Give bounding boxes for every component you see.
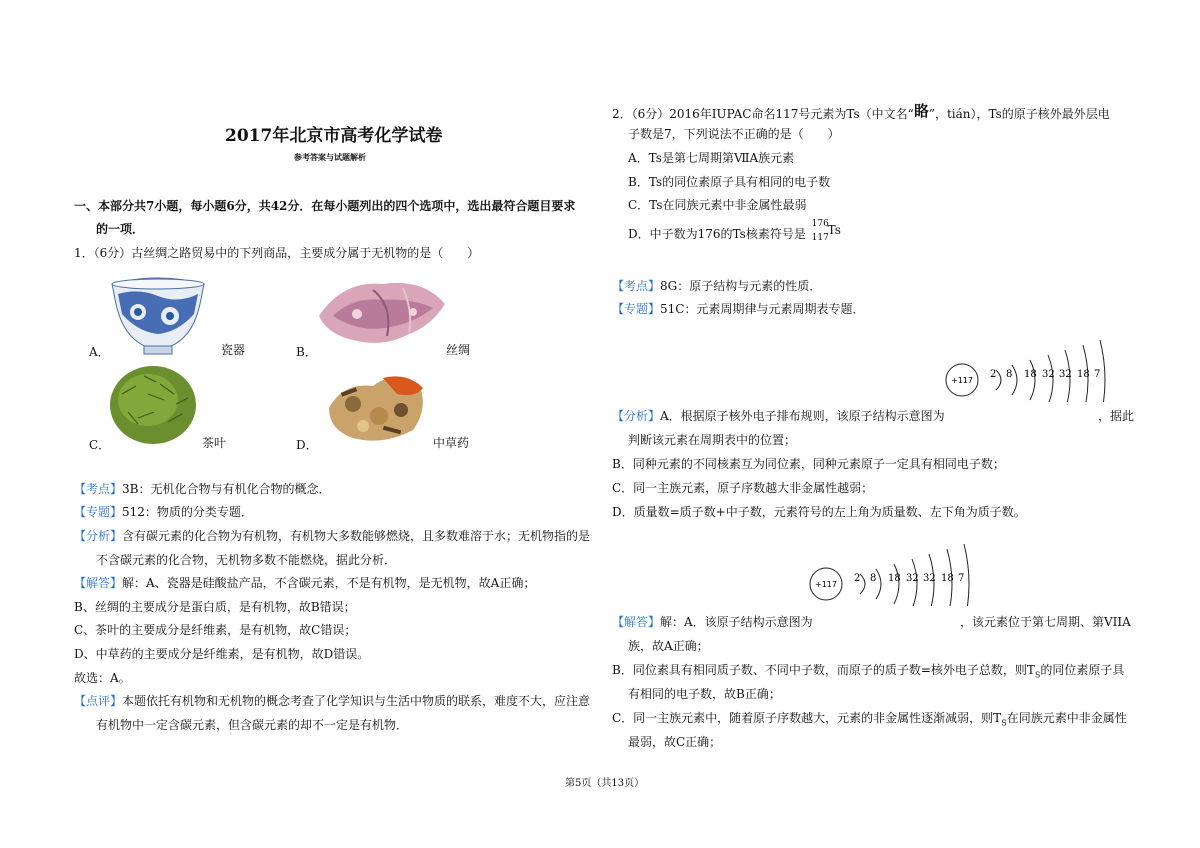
electron-shell-arc xyxy=(876,569,881,599)
question-2-line1 xyxy=(612,103,1110,122)
jieda-1-b: B、丝绸的主要成分是蛋白质，是有机物，故B错误； xyxy=(74,600,356,614)
q2-option-d xyxy=(628,219,844,243)
electron-shell-arc xyxy=(860,574,865,594)
fenxi-2-c: C．同一主族元素，原子序数越大非金属性越弱； xyxy=(612,481,874,495)
element-name-glyph: 䀩 xyxy=(913,102,929,120)
fenxi-1-line2: 不含碳元素的化合物，无机物多数不能燃烧，据此分析． xyxy=(96,553,397,567)
page-footer: 第5页（共13页） xyxy=(565,778,645,789)
fenxi-text-1: 含有碳元素的化合物为有机物，有机物大多数能够燃烧，且多数难溶于水；无机物指的是 xyxy=(122,529,591,543)
fenxi-2-b: B．同种元素的不同核素互为同位素，同种元素原子一定具有相同电子数； xyxy=(612,457,1005,471)
jieda-tag-1: 【解答】 xyxy=(74,576,123,590)
shell-electron-counts-2 xyxy=(854,573,964,584)
shell-electron-count: 8 xyxy=(1006,369,1013,380)
jieda-2-b-line1 xyxy=(612,662,1124,683)
electron-shell-arc xyxy=(894,564,899,604)
shell-electron-count: 32 xyxy=(906,573,919,584)
fenxi-1-line1 xyxy=(74,528,590,544)
shell-electron-count: 32 xyxy=(1042,369,1055,380)
q2-option-c: C．Ts在同族元素中非金属性最弱 xyxy=(628,198,807,212)
nuclide-element: Ts xyxy=(827,223,841,237)
q2-option-d-text: D．中子数为176的Ts核素符号是 xyxy=(628,227,806,241)
kaodian-tag-1: 【考点】 xyxy=(74,482,123,496)
question-2-line2: 子数是7，下列说法不正确的是（ ） xyxy=(628,127,840,141)
jieda-2-b-line2: 有相同的电子数，故B正确； xyxy=(628,687,781,701)
jieda-2-line1-end: ，该元素位于第七周期、第VIIA xyxy=(960,615,1131,629)
option-b-label: 丝绸 xyxy=(446,343,471,357)
jieda-2-c-pre: C．同一主族元素中，随着原子序数越大，元素的非金属性逐渐减弱，则T xyxy=(612,711,1002,725)
jieda-2-b-pre: B．同位素具有相同质子数、不同中子数，而原子的质子数=核外电子总数，则T xyxy=(612,663,1035,677)
jieda-2-b-sub: S xyxy=(1034,670,1041,680)
zhuanti-2 xyxy=(612,301,864,317)
chinese-herbs-image xyxy=(323,364,431,448)
shell-electron-count: 18 xyxy=(941,573,954,584)
shell-electron-count: 7 xyxy=(958,573,965,584)
question-1-stem: 1．（6分）古丝绸之路贸易中的下列商品，主要成分属于无机物的是（ ） xyxy=(74,246,480,260)
shell-electron-count: 18 xyxy=(1077,369,1090,380)
q2-option-b: B．Ts的同位素原子具有相同的电子数 xyxy=(628,175,831,189)
jieda-1-d: D、中草药的主要成分是纤维素，是有机物，故D错误。 xyxy=(74,647,370,661)
fenxi-2-line1-end: ，据此 xyxy=(1098,409,1135,423)
jieda-2-c-post: 在同族元素中非金属性 xyxy=(1006,711,1127,725)
jieda-2-line1 xyxy=(612,614,813,630)
electron-shell-arc xyxy=(1030,360,1035,400)
zhuanti-text-1: 512：物质的分类专题． xyxy=(122,505,253,519)
nuclide-atomic-number: 117 xyxy=(811,233,829,243)
zhuanti-text-2: 51C：元素周期律与元素周期表专题． xyxy=(660,302,865,316)
nuclide-symbol xyxy=(810,219,844,243)
fenxi-2-line2: 判断该元素在周期表中的位置； xyxy=(628,433,797,447)
kaodian-2 xyxy=(612,278,821,294)
kaodian-text-2: 8G：原子结构与元素的性质． xyxy=(660,279,822,293)
section-heading-line2: 的一项． xyxy=(96,222,145,236)
jieda-text-2: 解：A．该原子结构示意图为 xyxy=(660,615,813,629)
electron-shell-arc xyxy=(964,544,969,606)
shell-electron-count: 32 xyxy=(923,573,936,584)
nucleus-charge-2: +117 xyxy=(815,580,837,589)
fenxi-text-2: A．根据原子核外电子排布规则，该原子结构示意图为 xyxy=(660,409,945,423)
answer-1: 故选：A。 xyxy=(74,671,131,685)
kaodian-1 xyxy=(74,481,330,497)
dianping-1-line1 xyxy=(74,693,590,709)
jieda-2-c-sub: S xyxy=(1001,718,1007,728)
zhuanti-1 xyxy=(74,504,253,520)
shell-electron-count: 8 xyxy=(870,573,877,584)
electron-shell-arc xyxy=(1100,340,1105,402)
shell-electron-count: 18 xyxy=(1024,369,1037,380)
nucleus-charge-1: +117 xyxy=(951,376,973,385)
zhuanti-tag-1: 【专题】 xyxy=(74,505,123,519)
dianping-text-1: 本题依托有机物和无机物的概念考查了化学知识与生活中物质的联系，难度不大，应注意 xyxy=(122,694,591,708)
option-c-letter: C． xyxy=(89,438,111,452)
atom-structure-diagram-2 xyxy=(806,526,992,606)
jieda-2-c-line2: 最弱，故C正确； xyxy=(628,735,722,749)
dianping-tag-1: 【点评】 xyxy=(74,694,123,708)
fenxi-2-d: D．质量数=质子数+中子数，元素符号的左上角为质量数、左下角为质子数。 xyxy=(612,505,1026,519)
q2-line1-part1: 2．（6分）2016年IUPAC命名117号元素为Ts（中文名“ xyxy=(612,107,914,121)
section-heading-line1: 一、本部分共7小题，每小题6分，共42分．在每小题列出的四个选项中，选出最符合题目要求 xyxy=(74,199,576,213)
option-c-label: 茶叶 xyxy=(202,436,227,450)
shell-electron-count: 32 xyxy=(1059,369,1072,380)
jieda-tag-2: 【解答】 xyxy=(612,615,661,629)
dianping-1-line2: 有机物中一定含碳元素，但含碳元素的却不一定是有机物． xyxy=(96,718,409,732)
electron-shell-arc xyxy=(996,370,1001,390)
fenxi-tag-2: 【分析】 xyxy=(612,409,661,423)
option-d-letter: D． xyxy=(296,438,318,452)
fenxi-tag-1: 【分析】 xyxy=(74,529,123,543)
electron-shell-arc xyxy=(1012,365,1017,395)
kaodian-text-1: 3B：无机化合物与有机化合物的概念． xyxy=(122,482,331,496)
page-title: 2017年北京市高考化学试卷 xyxy=(225,126,443,146)
shell-electron-count: 18 xyxy=(888,573,901,584)
option-d-label: 中草药 xyxy=(433,436,470,450)
option-b-letter: B． xyxy=(296,345,317,359)
silk-scarf-image xyxy=(313,276,449,350)
jieda-1-c: C、茶叶的主要成分是纤维素，是有机物，故C错误； xyxy=(74,623,357,637)
option-a-letter: A． xyxy=(89,345,110,359)
atom-structure-diagram-1 xyxy=(942,322,1128,402)
tea-leaves-image xyxy=(108,364,198,446)
kaodian-tag-2: 【考点】 xyxy=(612,279,661,293)
porcelain-bowl-image xyxy=(108,274,208,358)
shell-electron-count: 2 xyxy=(854,573,861,584)
jieda-2-line2: 族，故A正确； xyxy=(628,639,709,653)
q2-option-a: A．Ts是第七周期第ⅦA族元素 xyxy=(628,151,795,165)
q2-line1-part2: ”，tián），Ts的原子核外最外层电 xyxy=(928,107,1110,121)
nuclide-mass-number: 176 xyxy=(811,219,829,229)
shell-electron-count: 2 xyxy=(990,369,997,380)
option-a-label: 瓷器 xyxy=(221,343,246,357)
jieda-2-c-line1 xyxy=(612,710,1127,731)
jieda-1-line1 xyxy=(74,575,535,591)
shell-electron-counts-1 xyxy=(990,369,1100,380)
jieda-2-b-post: 的同位素原子具 xyxy=(1040,663,1125,677)
jieda-text-1: 解：A、瓷器是硅酸盐产品，不含碳元素，不是有机物，是无机物，故A正确； xyxy=(122,576,536,590)
zhuanti-tag-2: 【专题】 xyxy=(612,302,661,316)
fenxi-2-line1 xyxy=(612,408,945,424)
page-subtitle: 参考答案与试题解析 xyxy=(294,152,366,162)
shell-electron-count: 7 xyxy=(1094,369,1101,380)
